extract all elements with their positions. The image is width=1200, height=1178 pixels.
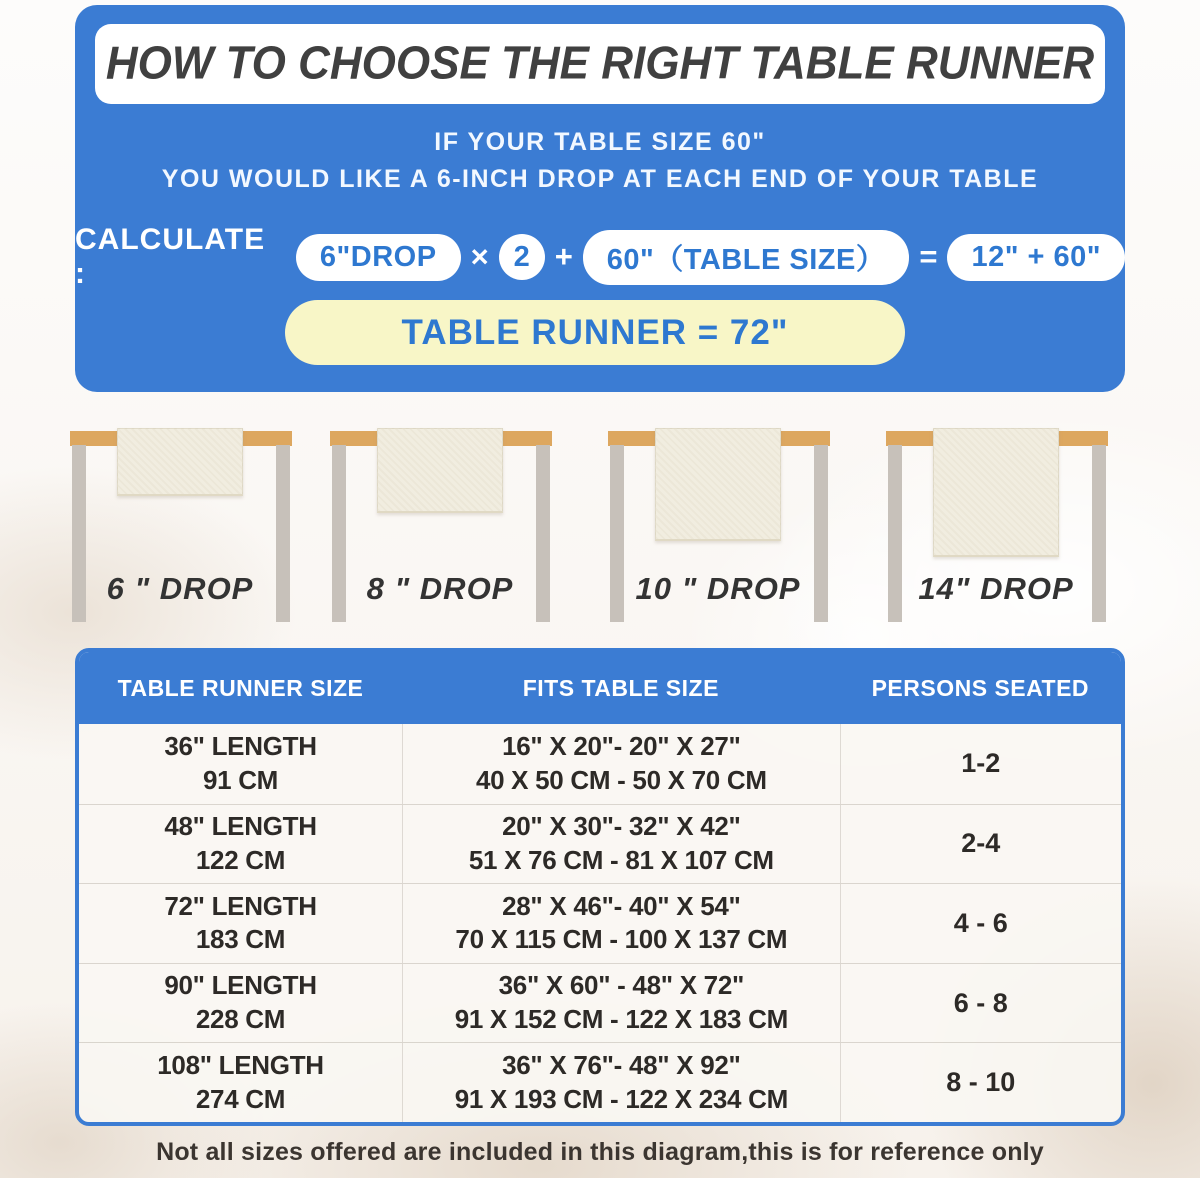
drop-label: 6 " DROP xyxy=(106,571,254,606)
persons-count: 2-4 xyxy=(961,828,1001,859)
persons-count: 1-2 xyxy=(961,748,1001,779)
persons-count: 4 - 6 xyxy=(953,907,1008,938)
drop-label: 10 " DROP xyxy=(635,571,801,606)
runner-size-cm: 122 CM xyxy=(195,844,286,875)
fits-size-inches: 36" X 60" - 48" X 72" xyxy=(498,970,745,1001)
runner-size-cm: 274 CM xyxy=(195,1083,286,1114)
fits-size-cell xyxy=(402,1043,840,1122)
runner-size-inches: 90" LENGTH xyxy=(164,970,317,1001)
table-runner-drape xyxy=(117,428,243,496)
persons-cell xyxy=(840,805,1121,884)
runner-size-cell xyxy=(79,728,402,800)
table-row xyxy=(79,1042,1121,1122)
runner-size-cell xyxy=(79,888,402,960)
disclaimer-note: Not all sizes offered are included in this diagram,this is for reference only xyxy=(156,1138,1044,1166)
subtitle-line-2: YOU WOULD LIKE A 6-INCH DROP AT EACH END OF YOUR TABLE xyxy=(161,165,1039,193)
runner-size-cm: 228 CM xyxy=(195,1004,286,1035)
persons-cell xyxy=(840,964,1121,1043)
runner-size-cell xyxy=(79,808,402,880)
table-runner-drape xyxy=(377,428,503,513)
persons-count: 6 - 8 xyxy=(953,987,1008,1018)
drop-value-pill: 6"DROP xyxy=(296,234,461,281)
runner-size-cm: 183 CM xyxy=(195,924,286,955)
table-row xyxy=(79,963,1121,1043)
header-persons-seated: PERSONS SEATED xyxy=(871,674,1090,701)
subtitle-line-1: IF YOUR TABLE SIZE 60" xyxy=(434,128,766,156)
drop-figure-10 xyxy=(598,428,838,628)
instruction-banner xyxy=(75,5,1125,392)
fits-size-cm: 91 X 193 CM - 122 X 234 CM xyxy=(454,1083,788,1114)
fits-size-cell xyxy=(402,964,840,1043)
size-chart-header xyxy=(79,652,1121,724)
drop-figure-6 xyxy=(60,428,300,628)
runner-size-inches: 108" LENGTH xyxy=(157,1049,324,1080)
page-title: HOW TO CHOOSE THE RIGHT TABLE RUNNER xyxy=(105,37,1095,90)
runner-size-inches: 48" LENGTH xyxy=(164,811,317,842)
multiplier-circle: 2 xyxy=(499,234,545,280)
fits-size-cm: 70 X 115 CM - 100 X 137 CM xyxy=(455,924,788,955)
drop-label: 8 " DROP xyxy=(366,571,514,606)
header-runner-size: TABLE RUNNER SIZE xyxy=(117,674,364,701)
persons-cell xyxy=(840,884,1121,963)
calculate-label: CALCULATE : xyxy=(75,223,266,290)
size-chart-panel xyxy=(75,648,1125,1126)
plus-sign: + xyxy=(554,239,573,274)
table-row xyxy=(79,804,1121,884)
runner-size-cell xyxy=(79,1047,402,1119)
fits-size-inches: 28" X 46"- 40" X 54" xyxy=(502,890,741,921)
table-size-pill: 60"（TABLE SIZE） xyxy=(583,230,910,285)
runner-size-inches: 36" LENGTH xyxy=(164,731,317,761)
runner-size-cm: 91 CM xyxy=(202,764,279,795)
runner-size-inches: 72" LENGTH xyxy=(164,890,317,921)
runner-size-cell xyxy=(79,967,402,1039)
equals-sign: = xyxy=(919,239,938,274)
persons-cell xyxy=(840,724,1121,804)
persons-cell xyxy=(840,1043,1121,1122)
calculation-row xyxy=(75,223,1125,290)
fits-size-cm: 51 X 76 CM - 81 X 107 CM xyxy=(468,844,774,875)
fits-size-inches: 36" X 76"- 48" X 92" xyxy=(502,1049,741,1080)
fits-size-inches: 16" X 20"- 20" X 27" xyxy=(502,731,741,761)
drop-label: 14" DROP xyxy=(918,571,1074,606)
fits-size-cell xyxy=(402,884,840,963)
drop-figure-8 xyxy=(320,428,560,628)
fits-size-cm: 91 X 152 CM - 122 X 183 CM xyxy=(454,1004,788,1035)
fits-size-cell xyxy=(402,724,840,804)
fits-size-cm: 40 X 50 CM - 50 X 70 CM xyxy=(475,764,767,795)
result-pill: 12" + 60" xyxy=(947,234,1125,281)
table-row xyxy=(79,724,1121,804)
header-fits-table-size: FITS TABLE SIZE xyxy=(522,674,719,701)
table-runner-drape xyxy=(655,428,781,541)
size-chart-body xyxy=(79,724,1121,1122)
drop-figure-14 xyxy=(876,428,1116,628)
multiply-sign: × xyxy=(470,239,489,274)
final-result-pill: TABLE RUNNER = 72" xyxy=(285,300,905,365)
table-runner-drape xyxy=(933,428,1059,557)
fits-size-inches: 20" X 30"- 32" X 42" xyxy=(502,811,741,842)
fits-size-cell xyxy=(402,805,840,884)
table-row xyxy=(79,883,1121,963)
title-box xyxy=(95,24,1105,104)
persons-count: 8 - 10 xyxy=(946,1067,1016,1098)
